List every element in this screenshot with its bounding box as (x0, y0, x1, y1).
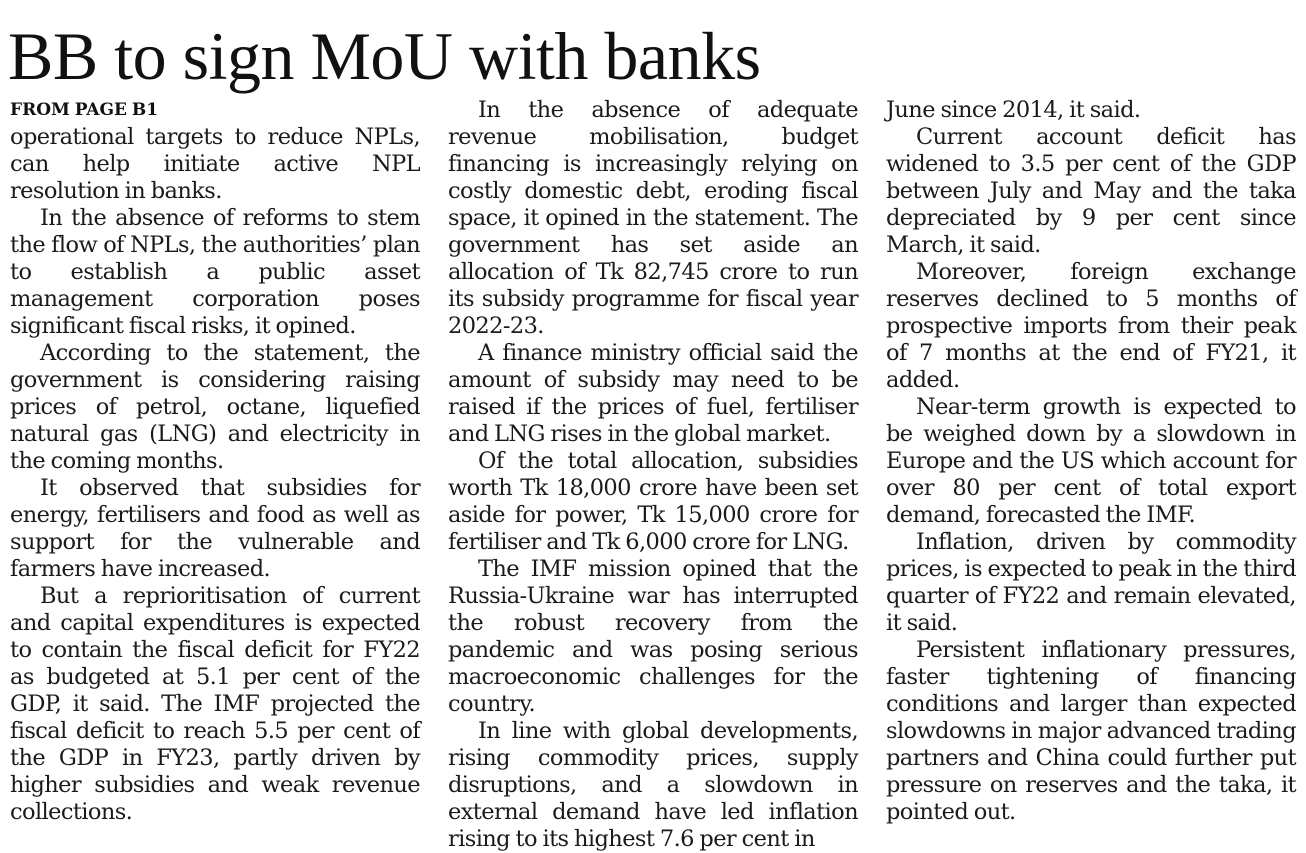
paragraph: A finance ministry official said the amount of subsidy may need to be raised if the prices of fuel, fertiliser and LNG rises in the global market. (448, 340, 858, 447)
paragraph: In the absence of adequate revenue mobilisation, budget financing is increasingly relying on costly domestic debt, eroding fiscal space, it opined in the statement. The government has set aside an allocation of Tk 82,745 crore to run its subsidy programme for fiscal year 2022-23. (448, 97, 858, 339)
paragraph: Near-term growth is expected to be weighed down by a slowdown in Europe and the US which account for over 80 per cent of total export demand, forecasted the IMF. (886, 394, 1296, 528)
article-column-3 (886, 97, 1296, 826)
paragraph: June since 2014, it said. (886, 97, 1141, 123)
paragraph: Moreover, foreign exchange reserves declined to 5 months of prospective imports from their peak of 7 months at the end of FY21, it added. (886, 259, 1296, 393)
paragraph: In line with global developments, rising commodity prices, supply disruptions, and a slowdown in external demand have led inflation rising to its highest 7.6 per cent in (448, 718, 858, 852)
from-page-label: FROM PAGE B1 (10, 100, 159, 120)
paragraph: Current account deficit has widened to 3.5 per cent of the GDP between July and May and the taka depreciated by 9 per cent since March, it said. (886, 124, 1296, 258)
article-column-1 (10, 97, 420, 826)
paragraph: According to the statement, the government is considering raising prices of petrol, octane, liquefied natural gas (LNG) and electricity in the coming months. (10, 340, 420, 474)
paragraph: In the absence of reforms to stem the flow of NPLs, the authorities’ plan to establish a public asset management corporation poses significant fiscal risks, it opined. (10, 205, 420, 339)
paragraph: But a reprioritisation of current and capital expenditures is expected to contain the fiscal deficit for FY22 as budgeted at 5.1 per cent of the GDP, it said. The IMF projected the fiscal deficit to reach 5.5 per cent of the GDP in FY23, partly driven by higher subsidies and weak revenue collections. (10, 583, 420, 825)
article-column-2 (448, 97, 858, 853)
paragraph: It observed that subsidies for energy, fertilisers and food as well as support for the vulnerable and farmers have increased. (10, 475, 420, 582)
paragraph: Of the total allocation, subsidies worth Tk 18,000 crore have been set aside for power, Tk 15,000 crore for fertiliser and Tk 6,000 crore for LNG. (448, 448, 858, 555)
paragraph: Inflation, driven by commodity prices, is expected to peak in the third quarter of FY22 and remain elevated, it said. (886, 529, 1296, 636)
paragraph: Persistent inflationary pressures, faster tightening of financing conditions and larger than expected slowdowns in major advanced trading partners and China could further put pressure on reserves and the taka, it pointed out. (886, 637, 1296, 825)
headline: BB to sign MoU with banks (8, 18, 761, 94)
paragraph: operational targets to reduce NPLs, can help initiate active NPL resolution in banks. (10, 124, 420, 204)
paragraph: The IMF mission opined that the Russia-Ukraine war has interrupted the robust recovery from the pandemic and was posing serious macroeconomic challenges for the country. (448, 556, 858, 717)
